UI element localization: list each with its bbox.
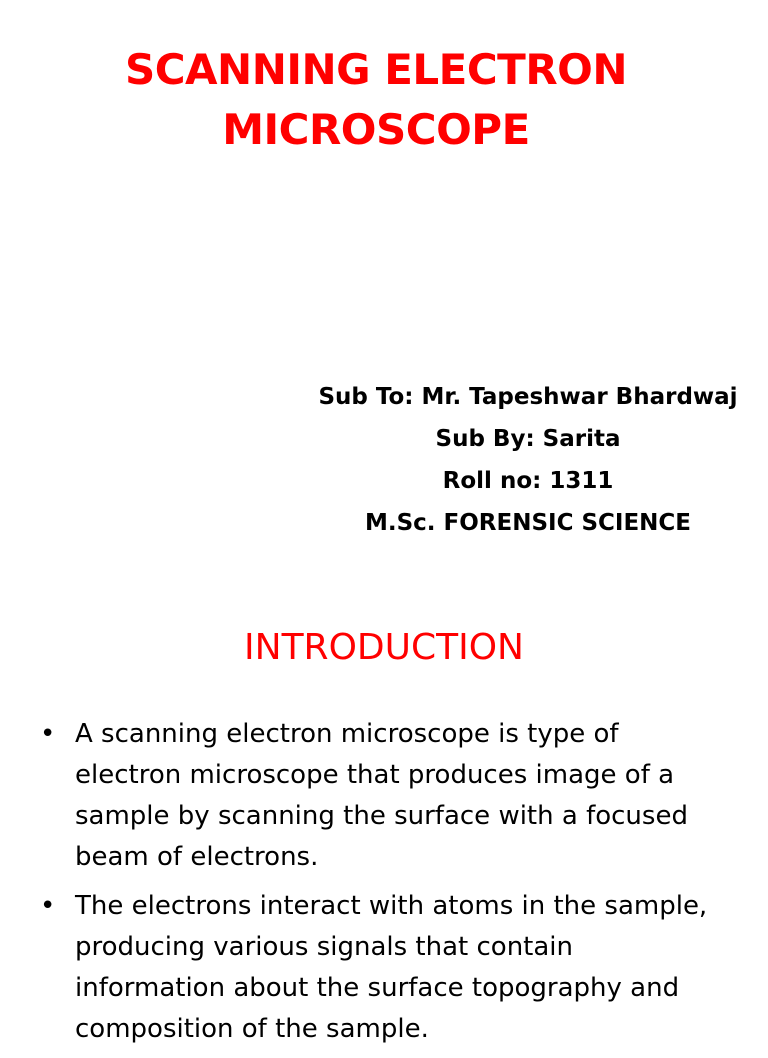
title-line: SCANNING ELECTRON (124, 45, 628, 94)
submitted-by: Sub By: Sarita (435, 426, 621, 452)
bullet-text: A scanning electron microscope is type of electron microscope that produces image of a sample by scanning the surface with a focused beam of electrons. (75, 719, 688, 872)
submission-details (292, 376, 764, 544)
submitted-to: Sub To: Mr. Tapeshwar Bhardwaj (318, 384, 738, 410)
section-heading: INTRODUCTION (244, 627, 524, 668)
presentation-title (0, 40, 752, 160)
title-line: MICROSCOPE (222, 105, 530, 154)
bullet-item (40, 886, 730, 1050)
course-name: M.Sc. FORENSIC SCIENCE (364, 510, 692, 536)
bullet-icon: • (40, 719, 56, 749)
bullet-text: The electrons interact with atoms in the sample, producing various signals that contain information about the surface topography and composition of the sample. (75, 891, 708, 1044)
bullet-list (40, 714, 730, 1058)
bullet-item (40, 714, 730, 878)
bullet-icon: • (40, 891, 56, 921)
introduction-slide (0, 604, 768, 1044)
roll-number: Roll no: 1311 (442, 468, 614, 494)
